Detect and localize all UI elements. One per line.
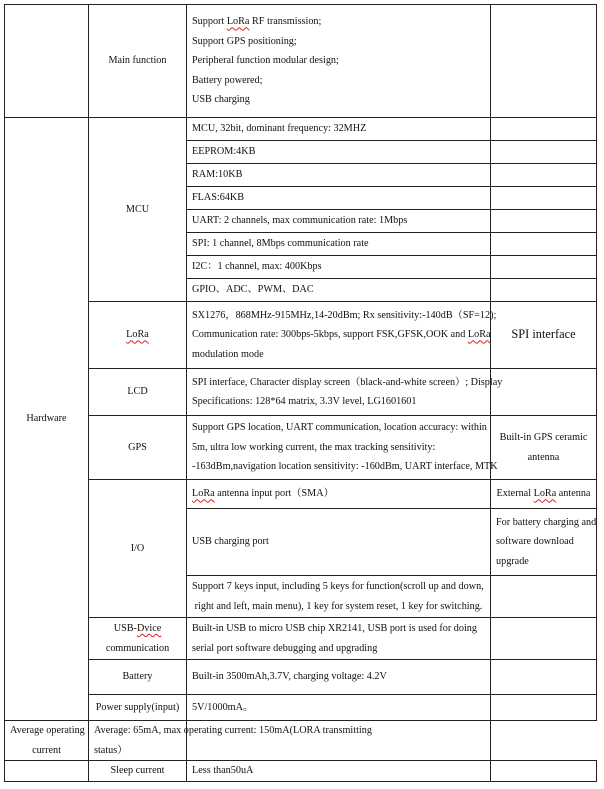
main-function-line: Battery powered; (192, 74, 263, 86)
row-sleep-current (5, 761, 597, 782)
gps-note-line: antenna (527, 451, 560, 463)
avg-current-line: status） (94, 744, 128, 756)
lcd-line: Specifications: 128*64 matrix, 3.3V level, LG1601601 (192, 396, 417, 407)
lora-label (89, 302, 187, 369)
main-function-line (192, 12, 485, 32)
power-supply-label: Power supply(input) (89, 695, 187, 721)
row-avg-current (5, 721, 597, 761)
mcu-spec: GPIO、ADC、PWM、DAC (187, 279, 491, 302)
hardware-label: Hardware (5, 118, 89, 721)
empty-cell (491, 695, 597, 721)
io-antenna-note-prefix: External (496, 488, 534, 500)
dvice-word: Dvice (136, 623, 162, 634)
io-usb-note-line: software download (496, 536, 574, 548)
empty-cell (491, 233, 597, 256)
sleep-current-label: Sleep current (89, 761, 187, 782)
avg-current-desc (89, 721, 372, 761)
lcd-label: LCD (89, 369, 187, 416)
lora-word: LoRa (467, 329, 491, 341)
gps-line: Support GPS location, UART communication, location accuracy: within (192, 422, 487, 434)
io-keys (187, 576, 491, 618)
row-main-function (5, 5, 597, 118)
gps-desc (187, 416, 498, 480)
avg-current-label-line: Average operating (10, 725, 85, 736)
io-usb-note-line: For battery charging and (496, 516, 597, 528)
lora-word: LoRa (533, 488, 557, 500)
row-usb-device (5, 618, 597, 660)
empty-cell (491, 210, 597, 233)
spec-sheet (4, 4, 596, 784)
row-gps (5, 416, 597, 480)
io-usb-port: USB charging port (187, 509, 491, 576)
avg-current-label (5, 721, 89, 761)
gps-note (491, 416, 597, 480)
lora-note: SPI interface (491, 302, 597, 369)
gps-label: GPS (89, 416, 187, 480)
row-battery (5, 660, 597, 695)
power-supply-value: 5V/1000mA。 (187, 695, 491, 721)
usb-device-desc (187, 618, 491, 660)
lcd-line: SPI interface, Character display screen（black-and-white screen）; Display (192, 376, 503, 388)
gps-note-line: Built-in GPS ceramic (499, 432, 588, 443)
main-function-lora-suffix: RF transmission; (249, 16, 322, 28)
empty-cell (491, 118, 597, 141)
lora-word: LoRa (192, 488, 215, 500)
main-function-label: Main function (89, 5, 187, 118)
battery-value: Built-in 3500mAh,3.7V, charging voltage: 4.2V (187, 660, 491, 695)
empty-cell (491, 141, 597, 164)
gps-line: 5m, ultra low working current, the max tracking sensitivity: (192, 441, 436, 453)
usb-device-label-line: communication (105, 642, 170, 654)
row-mcu (5, 118, 597, 141)
io-usb-note-line: upgrade (496, 555, 529, 567)
mcu-spec: MCU, 32bit, dominant frequency: 32MHZ (187, 118, 491, 141)
io-antenna (187, 480, 491, 509)
mcu-spec: RAM:10KB (187, 164, 491, 187)
avg-current-line: Average: 65mA, max operating current: 150mA(LORA transmitting (94, 725, 372, 736)
io-antenna-suffix: antenna input port（SMA） (214, 488, 334, 500)
lora-line: SX1276，868MHz-915MHz,14-20dBm; Rx sensitivity:-140dB（SF=12); (192, 309, 497, 321)
mcu-label: MCU (89, 118, 187, 302)
empty-cell (491, 164, 597, 187)
main-function-desc (187, 5, 491, 118)
mcu-spec: SPI: 1 channel, 8Mbps communication rate (187, 233, 491, 256)
main-function-lora-prefix: Support (192, 16, 227, 28)
io-usb-note (491, 509, 597, 576)
mcu-spec: EEPROM:4KB (187, 141, 491, 164)
row-lcd (5, 369, 597, 416)
empty-cell (491, 761, 597, 782)
empty-cell (491, 256, 597, 279)
usb-device-prefix: USB- (113, 623, 137, 634)
lora-desc (187, 302, 497, 369)
empty-cell (491, 576, 597, 618)
lcd-desc (187, 369, 503, 416)
io-keys-line: right and left, main menu), 1 key for system reset, 1 key for switching. (194, 600, 483, 612)
row-lora (5, 302, 597, 369)
mcu-spec: FLAS:64KB (187, 187, 491, 210)
lora-label-text: LoRa (126, 329, 149, 341)
lora-line-prefix: Communication rate: 300bps-5kbps, support FSK,GFSK,OOK and (192, 329, 468, 341)
row-io-antenna (5, 480, 597, 509)
empty-cell (491, 279, 597, 302)
avg-current-label-line: current (32, 744, 61, 756)
empty-cell (491, 660, 597, 695)
row-power-supply (5, 695, 597, 721)
usb-device-line: serial port software debugging and upgrading (192, 642, 378, 654)
usb-device-line: Built-in USB to micro USB chip XR2141, USB port is used for doing (192, 623, 477, 634)
main-function-line: Support GPS positioning; (192, 35, 297, 47)
main-function-line: USB charging (192, 94, 250, 106)
empty-cell (5, 5, 89, 118)
io-antenna-note (491, 480, 597, 509)
lora-word: LoRa (226, 16, 250, 28)
io-antenna-note-suffix: antenna (556, 488, 591, 500)
io-label: I/O (89, 480, 187, 618)
empty-cell (491, 369, 597, 416)
io-keys-line: Support 7 keys input, including 5 keys for function(scroll up and down, (192, 581, 484, 592)
battery-label: Battery (89, 660, 187, 695)
lora-line (192, 325, 491, 345)
hardware-spec-table (4, 4, 597, 782)
lora-line: modulation mode (192, 348, 264, 360)
empty-cell (491, 5, 597, 118)
usb-device-label (89, 618, 187, 660)
sleep-current-value: Less than50uA (187, 761, 491, 782)
main-function-line: Peripheral function modular design; (192, 55, 339, 67)
usb-device-label-line (94, 619, 181, 639)
empty-cell (491, 618, 597, 660)
empty-cell (5, 761, 89, 782)
empty-cell (491, 187, 597, 210)
mcu-spec: I2C：1 channel, max: 400Kbps (187, 256, 491, 279)
gps-line: -163dBm,navigation location sensitivity: -160dBm, UART interface, MTK (192, 461, 498, 473)
mcu-spec: UART: 2 channels, max communication rate: 1Mbps (187, 210, 491, 233)
